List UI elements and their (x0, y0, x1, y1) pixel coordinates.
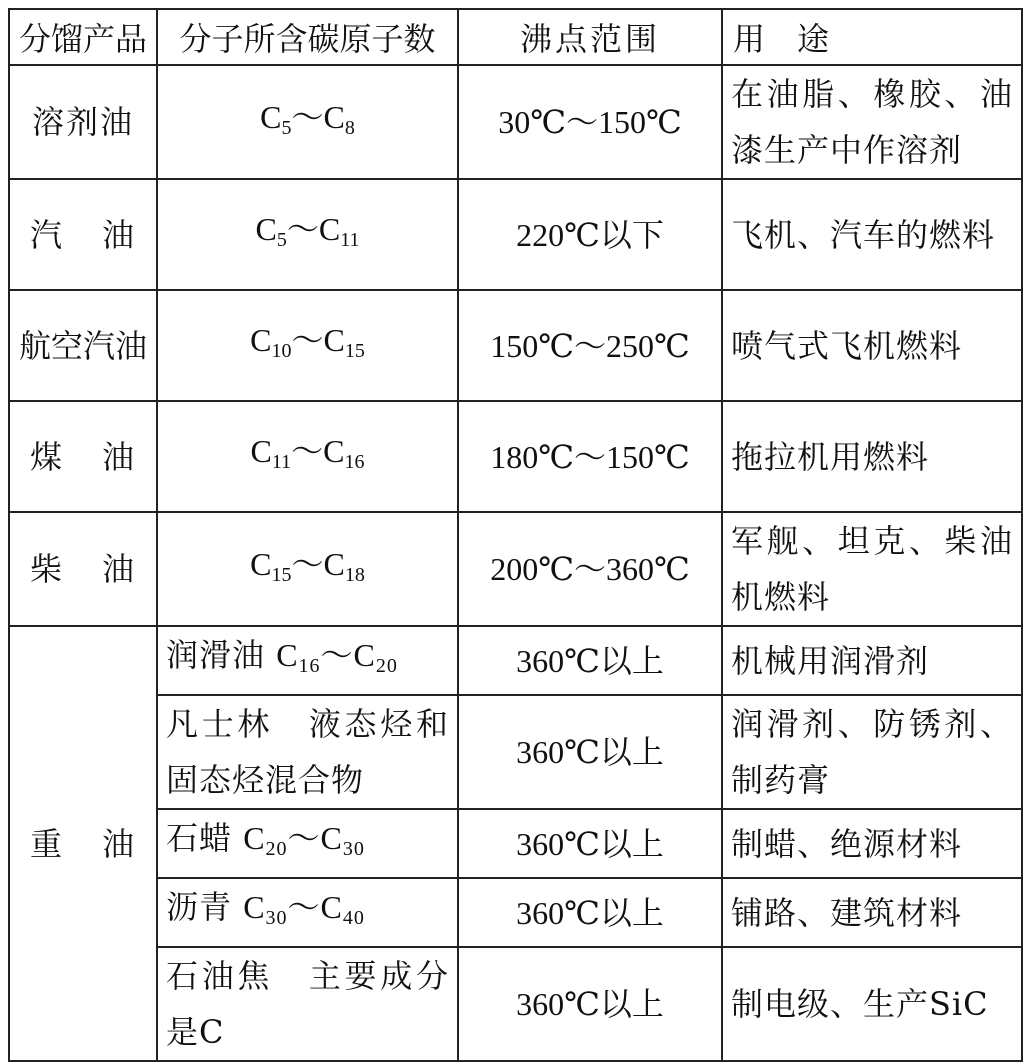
use-cell: 润滑剂、防锈剂、制药膏 (722, 695, 1022, 809)
header-boiling-range: 沸点范围 (458, 9, 722, 65)
table-row (9, 695, 1022, 809)
product-cell: 煤油 (9, 401, 157, 512)
boiling-range-cell: 30℃～150℃ (458, 65, 722, 179)
boiling-range-cell: 360℃以上 (458, 947, 722, 1061)
table-row (9, 512, 1022, 626)
carbon-count-cell: $C_5\sim C_{11}$ (157, 179, 458, 290)
product-cell: 汽油 (9, 179, 157, 290)
use-cell: 军舰、坦克、柴油机燃料 (722, 512, 1022, 626)
petroleum-fractions-table (8, 8, 1023, 1062)
use-cell: 在油脂、橡胶、油漆生产中作溶剂 (722, 65, 1022, 179)
product-cell-heavy-oil: 重油 (9, 626, 157, 1061)
product-cell: 航空汽油 (9, 290, 157, 401)
table-row (9, 947, 1022, 1061)
use-cell: 拖拉机用燃料 (722, 401, 1022, 512)
boiling-range-cell: 180℃～150℃ (458, 401, 722, 512)
table-row (9, 809, 1022, 878)
table-row (9, 401, 1022, 512)
boiling-range-cell: 360℃以上 (458, 878, 722, 947)
use-cell: 飞机、汽车的燃料 (722, 179, 1022, 290)
header-product: 分馏产品 (9, 9, 157, 65)
product-cell: 溶剂油 (9, 65, 157, 179)
boiling-range-cell: 150℃～250℃ (458, 290, 722, 401)
header-carbon-count: 分子所含碳原子数 (157, 9, 458, 65)
use-cell: 喷气式飞机燃料 (722, 290, 1022, 401)
table-row (9, 65, 1022, 179)
sub-product-cell: 凡士林 液态烃和固态烃混合物 (157, 695, 458, 809)
use-cell: 机械用润滑剂 (722, 626, 1022, 695)
header-use: 用 途 (722, 9, 1022, 65)
table-row (9, 179, 1022, 290)
boiling-range-cell: 200℃～360℃ (458, 512, 722, 626)
sub-product-cell: 沥青 $C_{30}\sim C_{40}$ (157, 878, 458, 947)
boiling-range-cell: 360℃以上 (458, 695, 722, 809)
sub-product-cell: 润滑油 $C_{16}\sim C_{20}$ (157, 626, 458, 695)
table-row (9, 878, 1022, 947)
sub-product-cell: 石油焦 主要成分是C (157, 947, 458, 1061)
use-cell: 制蜡、绝源材料 (722, 809, 1022, 878)
carbon-count-cell: $C_{10}\sim C_{15}$ (157, 290, 458, 401)
boiling-range-cell: 220℃以下 (458, 179, 722, 290)
table-row (9, 290, 1022, 401)
boiling-range-cell: 360℃以上 (458, 626, 722, 695)
product-cell: 柴油 (9, 512, 157, 626)
header-row (9, 9, 1022, 65)
carbon-count-cell: $C_{11}\sim C_{16}$ (157, 401, 458, 512)
carbon-count-cell: $C_{15}\sim C_{18}$ (157, 512, 458, 626)
use-cell: 制电级、生产SiC (722, 947, 1022, 1061)
boiling-range-cell: 360℃以上 (458, 809, 722, 878)
carbon-count-cell: $C_5\sim C_8$ (157, 65, 458, 179)
use-cell: 铺路、建筑材料 (722, 878, 1022, 947)
table-row (9, 626, 1022, 695)
sub-product-cell: 石蜡 $C_{20}\sim C_{30}$ (157, 809, 458, 878)
